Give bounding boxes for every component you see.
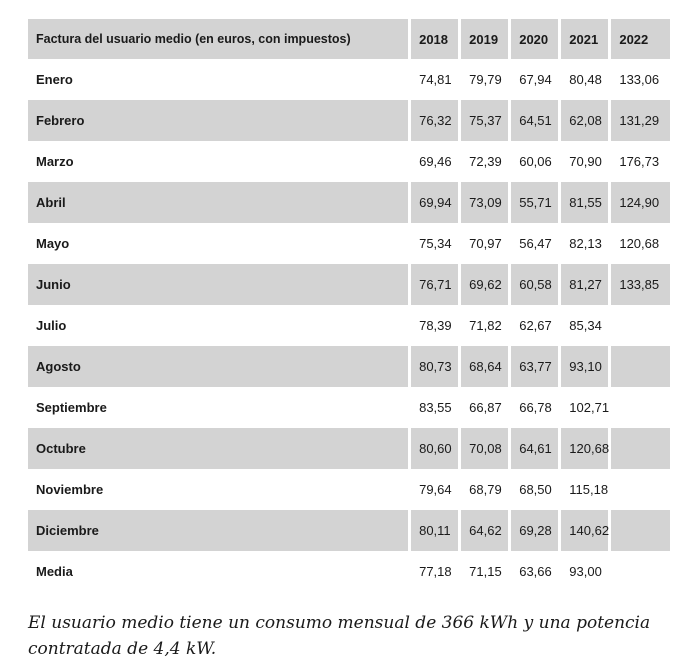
value-2022: [610, 469, 670, 510]
row-label: Abril: [28, 182, 410, 223]
value-2022: [610, 387, 670, 428]
value-2019: 68,79: [460, 469, 510, 510]
value-2018: 77,18: [410, 551, 460, 592]
value-2021: 102,71: [560, 387, 610, 428]
value-2018: 78,39: [410, 305, 460, 346]
value-2020: 67,94: [510, 59, 560, 100]
value-2018: 80,60: [410, 428, 460, 469]
table-row: [28, 510, 670, 551]
row-label: Julio: [28, 305, 410, 346]
value-2019: 68,64: [460, 346, 510, 387]
table-row: [28, 100, 670, 141]
value-2019: 71,82: [460, 305, 510, 346]
value-2022: 124,90: [610, 182, 670, 223]
header-row: [28, 19, 670, 59]
row-label: Noviembre: [28, 469, 410, 510]
header-label: Factura del usuario medio (en euros, con impuestos): [28, 19, 410, 59]
value-2021: 120,68: [560, 428, 610, 469]
row-label: Diciembre: [28, 510, 410, 551]
value-2019: 71,15: [460, 551, 510, 592]
value-2021: 81,27: [560, 264, 610, 305]
value-2020: 60,58: [510, 264, 560, 305]
row-label: Mayo: [28, 223, 410, 264]
table-row: [28, 469, 670, 510]
header-year-2018: 2018: [410, 19, 460, 59]
table-row: [28, 387, 670, 428]
row-label: Enero: [28, 59, 410, 100]
value-2018: 76,71: [410, 264, 460, 305]
value-2020: 64,61: [510, 428, 560, 469]
row-label: Octubre: [28, 428, 410, 469]
value-2020: 63,66: [510, 551, 560, 592]
value-2022: [610, 305, 670, 346]
value-2018: 69,46: [410, 141, 460, 182]
header-year-2020: 2020: [510, 19, 560, 59]
row-label: Media: [28, 551, 410, 592]
value-2021: 62,08: [560, 100, 610, 141]
value-2019: 79,79: [460, 59, 510, 100]
value-2020: 60,06: [510, 141, 560, 182]
value-2021: 80,48: [560, 59, 610, 100]
value-2022: [610, 551, 670, 592]
value-2022: [610, 346, 670, 387]
table-row: [28, 141, 670, 182]
table-row: [28, 59, 670, 100]
table-row: [28, 182, 670, 223]
table-row: [28, 346, 670, 387]
value-2022: 133,85: [610, 264, 670, 305]
value-2021: 140,62: [560, 510, 610, 551]
value-2019: 64,62: [460, 510, 510, 551]
value-2022: [610, 428, 670, 469]
table-row: [28, 428, 670, 469]
table-row: [28, 223, 670, 264]
value-2021: 81,55: [560, 182, 610, 223]
value-2018: 83,55: [410, 387, 460, 428]
value-2018: 74,81: [410, 59, 460, 100]
table-row: [28, 551, 670, 592]
value-2021: 115,18: [560, 469, 610, 510]
value-2020: 55,71: [510, 182, 560, 223]
value-2021: 85,34: [560, 305, 610, 346]
table-caption: El usuario medio tiene un consumo mensual de 366 kWh y una potencia contratada de 4,4 kW.: [28, 613, 651, 659]
row-label: Marzo: [28, 141, 410, 182]
value-2019: 72,39: [460, 141, 510, 182]
value-2018: 79,64: [410, 469, 460, 510]
value-2020: 56,47: [510, 223, 560, 264]
value-2019: 70,97: [460, 223, 510, 264]
table-header: [28, 19, 670, 59]
value-2018: 75,34: [410, 223, 460, 264]
value-2021: 93,00: [560, 551, 610, 592]
bill-table: [28, 19, 670, 592]
value-2022: 131,29: [610, 100, 670, 141]
table-row: [28, 305, 670, 346]
value-2019: 75,37: [460, 100, 510, 141]
header-year-2022: 2022: [610, 19, 670, 59]
value-2018: 76,32: [410, 100, 460, 141]
value-2022: 133,06: [610, 59, 670, 100]
table-row: [28, 264, 670, 305]
value-2022: [610, 510, 670, 551]
bill-table-container: [28, 19, 670, 592]
row-label: Febrero: [28, 100, 410, 141]
value-2022: 176,73: [610, 141, 670, 182]
value-2018: 69,94: [410, 182, 460, 223]
value-2021: 82,13: [560, 223, 610, 264]
value-2020: 69,28: [510, 510, 560, 551]
row-label: Agosto: [28, 346, 410, 387]
header-year-2021: 2021: [560, 19, 610, 59]
value-2019: 73,09: [460, 182, 510, 223]
value-2018: 80,73: [410, 346, 460, 387]
row-label: Septiembre: [28, 387, 410, 428]
row-label: Junio: [28, 264, 410, 305]
value-2019: 70,08: [460, 428, 510, 469]
header-year-2019: 2019: [460, 19, 510, 59]
value-2020: 63,77: [510, 346, 560, 387]
value-2021: 70,90: [560, 141, 610, 182]
value-2019: 66,87: [460, 387, 510, 428]
value-2020: 64,51: [510, 100, 560, 141]
value-2022: 120,68: [610, 223, 670, 264]
value-2020: 62,67: [510, 305, 560, 346]
value-2019: 69,62: [460, 264, 510, 305]
table-body: [28, 59, 670, 592]
value-2018: 80,11: [410, 510, 460, 551]
value-2020: 68,50: [510, 469, 560, 510]
value-2021: 93,10: [560, 346, 610, 387]
value-2020: 66,78: [510, 387, 560, 428]
